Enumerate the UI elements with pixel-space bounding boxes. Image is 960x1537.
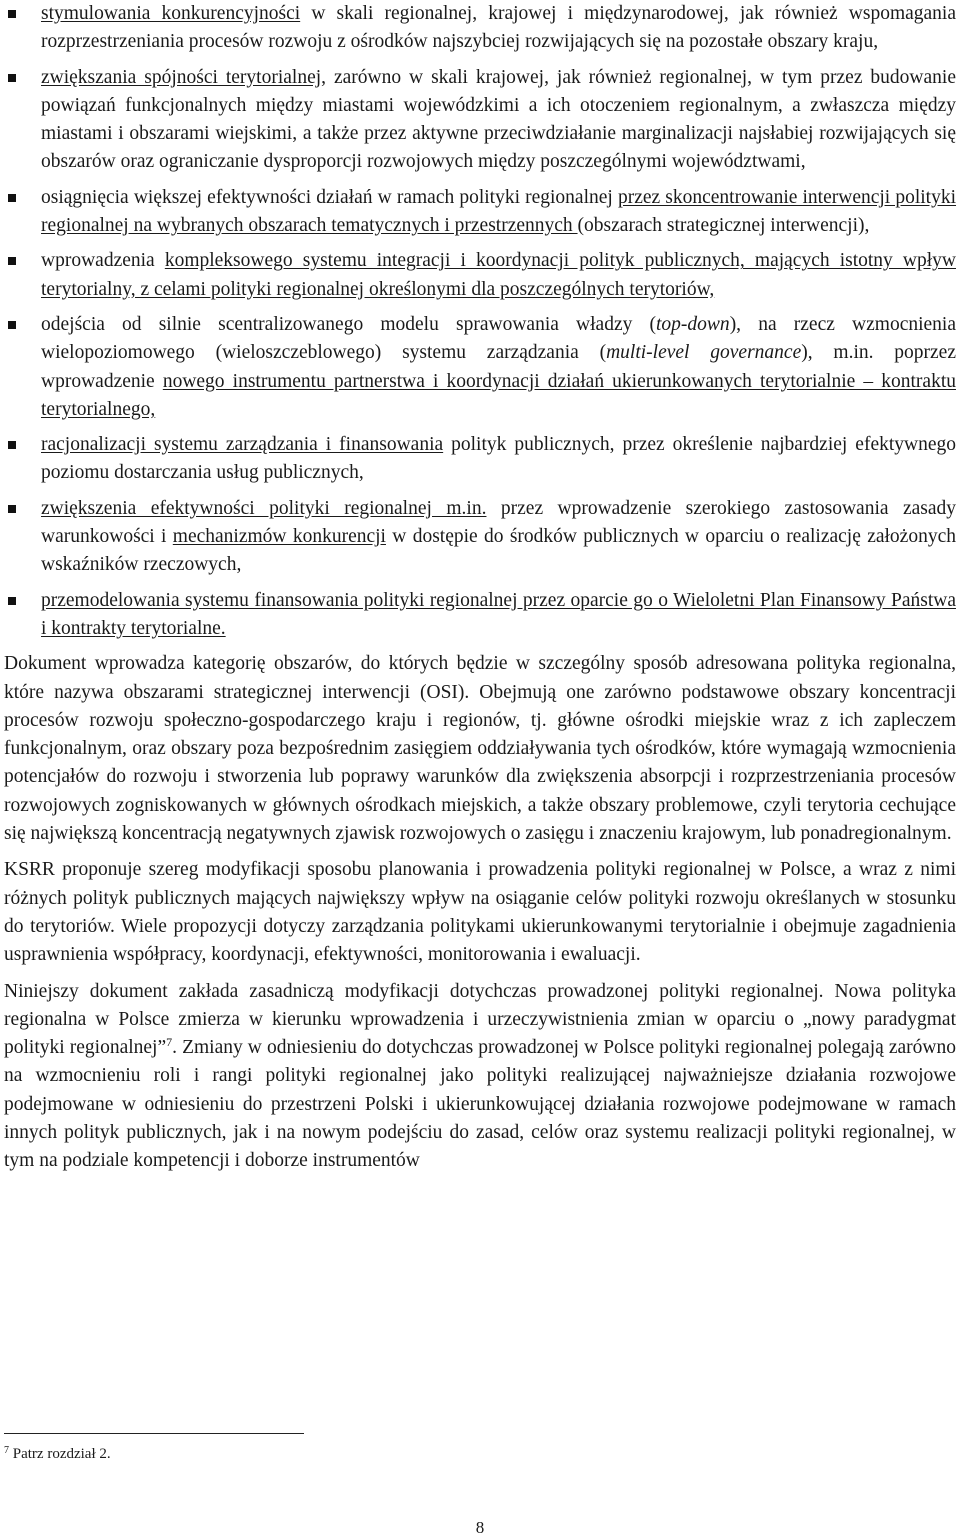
bullet-text-segment: , zarówno w skali krajowej, jak również regionalnej, w tym przez budowanie powiązań funkcjonalnych między miastami wojewódzkimi a ich otoczeniem regionalnym, a zwłaszcza między miastami i obszarami wiejskimi, a także przez aktywne przeciwdziałanie marginalizacji najsłabiej rozwijających się obszarów oraz ograniczanie dysproporcji rozwojowych między poszczególnymi województwami,	[41, 66, 956, 173]
bullet-text	[41, 250, 956, 299]
bullet-text-segment: w skali regionalnej, krajowej i międzynarodowej, jak również wspomagania rozprzestrzeniania procesów rozwoju z ośrodków najszybciej rozwijających się na pozostałe obszary kraju,	[41, 3, 956, 53]
bullet-text-segment: osiągnięcia większej efektywności działań w ramach polityki regionalnej	[41, 186, 618, 208]
paragraph-text-before-note: Niniejszy dokument zakłada zasadniczą modyfikacji dotychczas prowadzonej polityki regionalnej. Nowa polityka regionalna w Polsce zmierza w kierunku wprowadzenia i urzeczywistnienia zmian w oparciu o „nowy paradygmat polityki regionalnej”	[4, 980, 956, 1059]
bullet-item	[4, 587, 956, 644]
bullet-text-segment: w dostępie do środków publicznych w oparciu o realizację założonych wskaźników rzeczowych,	[41, 526, 956, 576]
square-bullet-icon	[8, 257, 16, 265]
paragraph-ksrr: KSRR proponuje szereg modyfikacji sposobu planowania i prowadzenia polityki regionalnej w Polsce, a wraz z nimi różnych polityk publicznych mających największy wpływ na osiąganie celów polityki rozwoju określanych w stosunku do terytoriów. Wiele propozycji dotyczy zarządzania politykami ukierunkowanymi terytorialnie i obejmuje zagadnienia usprawnienia współpracy, koordynacji, efektywności, monitorowania i ewaluacji.	[4, 859, 956, 966]
bullet-item	[4, 64, 956, 177]
bullet-text-segment: wprowadzenia	[41, 250, 165, 272]
document-page	[4, 0, 956, 1176]
bullet-text-segment: stymulowania konkurencyjności	[41, 3, 301, 24]
bullet-text	[41, 67, 956, 173]
square-bullet-icon	[8, 74, 16, 82]
bullet-text-segment: odejścia od silnie scentralizowanego modelu sprawowania władzy (	[41, 313, 657, 335]
bullet-text-segment: multi-level governance	[606, 342, 802, 364]
bullet-text-segment: racjonalizacji systemu zarządzania i finansowania	[41, 434, 444, 456]
bullet-text	[41, 187, 956, 236]
bullet-text	[41, 3, 956, 52]
page-number: 8	[475, 1518, 485, 1537]
footnote-reference[interactable]: 7	[166, 1035, 173, 1050]
bullet-text-segment: przez wprowadzenie szerokiego zastosowania zasady warunkowości i	[41, 497, 957, 548]
bullet-item	[4, 184, 956, 241]
bullet-text-segment: (obszarach strategicznej interwencji),	[577, 215, 870, 237]
bullet-text-segment: zwiększania spójności terytorialnej	[41, 66, 322, 88]
square-bullet-icon	[8, 10, 16, 18]
square-bullet-icon	[8, 194, 16, 202]
bullet-text-segment: ), m.in. poprzez wprowadzenie	[41, 342, 956, 392]
bullet-text-segment: przemodelowania systemu finansowania polityki regionalnej przez oparcie go o Wieloletni Plan Finansowy Państwa i kontrakty terytorialne.	[41, 589, 956, 639]
bullet-text-segment: zwiększenia efektywności polityki regionalnej m.in.	[41, 497, 487, 519]
bullet-text-segment: kompleksowego systemu integracji i koordynacji polityk publicznych, mających istotny wpływ terytorialny, z celami polityki regionalnej określonymi dla poszczególnych terytoriów,	[41, 250, 956, 300]
bullet-text	[41, 434, 956, 483]
square-bullet-icon	[8, 441, 16, 449]
bullet-text-segment: mechanizmów konkurencji	[172, 526, 386, 548]
bullet-text	[41, 590, 956, 639]
bullet-list	[4, 0, 956, 643]
footnote-number: 7	[4, 1445, 9, 1456]
square-bullet-icon	[8, 321, 16, 329]
bullet-item	[4, 431, 956, 488]
bullet-text-segment: polityk publicznych, przez określenie najbardziej efektywnego poziomu dostarczania usług publicznych,	[41, 434, 956, 484]
bullet-text-segment: ), na rzecz wzmocnienia wielopoziomowego (wieloszczeblowego) systemu zarządzania (	[41, 313, 956, 364]
footnote-separator	[4, 1433, 304, 1434]
bullet-item	[4, 247, 956, 304]
bullet-text	[41, 314, 956, 420]
paragraph-text-after-note: . Zmiany w odniesieniu do dotychczas prowadzonej w Polsce polityki regionalnej polegają zarówno na wzmocnieniu roli i rangi polityki regionalnej jako polityki realizującej najważniejsze działania rozwojowe podejmowane w odniesieniu do przestrzeni Polski i ukierunkowującej działania rozwojowe podejmowane w ramach innych polityk publicznych, jak i na nowym podejściu do zasad, celów oraz systemu realizacji polityki regionalnej, w tym na podziale kompetencji i doborze instrumentów	[4, 1037, 956, 1172]
bullet-item	[4, 495, 956, 580]
square-bullet-icon	[8, 505, 16, 513]
bullet-text	[41, 498, 956, 576]
bullet-item	[4, 311, 956, 424]
footnote-text: Patrz rozdział 2.	[9, 1446, 111, 1462]
bullet-text-segment: nowego instrumentu partnerstwa i koordynacji działań ukierunkowanych terytorialnie – kontraktu terytorialnego,	[41, 370, 956, 420]
paragraph-osi: Dokument wprowadza kategorię obszarów, do których będzie w szczególny sposób adresowana polityka regionalna, które nazywa obszarami strategicznej interwencji (OSI). Obejmują one zarówno podstawowe obszary koncentracji procesów rozwoju społeczno-gospodarczego kraju i regionów, tj. główne ośrodki miejskie wraz z ich zapleczem funkcjonalnym, oraz obszary poza bezpośrednim zasięgiem oddziaływania tych ośrodków, które wymagają wzmocnienia potencjałów do rozwoju i stworzenia lub poprawy warunków dla zwiększenia absorpcji i rozprzestrzeniania procesów rozwojowych zogniskowanych w głównych ośrodkach miejskich, a także obszary problemowe, czyli terytoria cechujące się największą koncentracją negatywnych zjawisk rozwojowych o zasięgu i znaczeniu krajowym, lub ponadregionalnym.	[4, 653, 956, 845]
bullet-text-segment: top-down	[656, 313, 730, 335]
bullet-item	[4, 0, 956, 57]
footnote	[4, 1444, 111, 1464]
square-bullet-icon	[8, 597, 16, 605]
bullet-text-segment: przez skoncentrowanie interwencji polityki regionalnej na wybranych obszarach tematycznych i przestrzennych	[41, 186, 957, 237]
paragraph-new-policy	[4, 978, 956, 1176]
